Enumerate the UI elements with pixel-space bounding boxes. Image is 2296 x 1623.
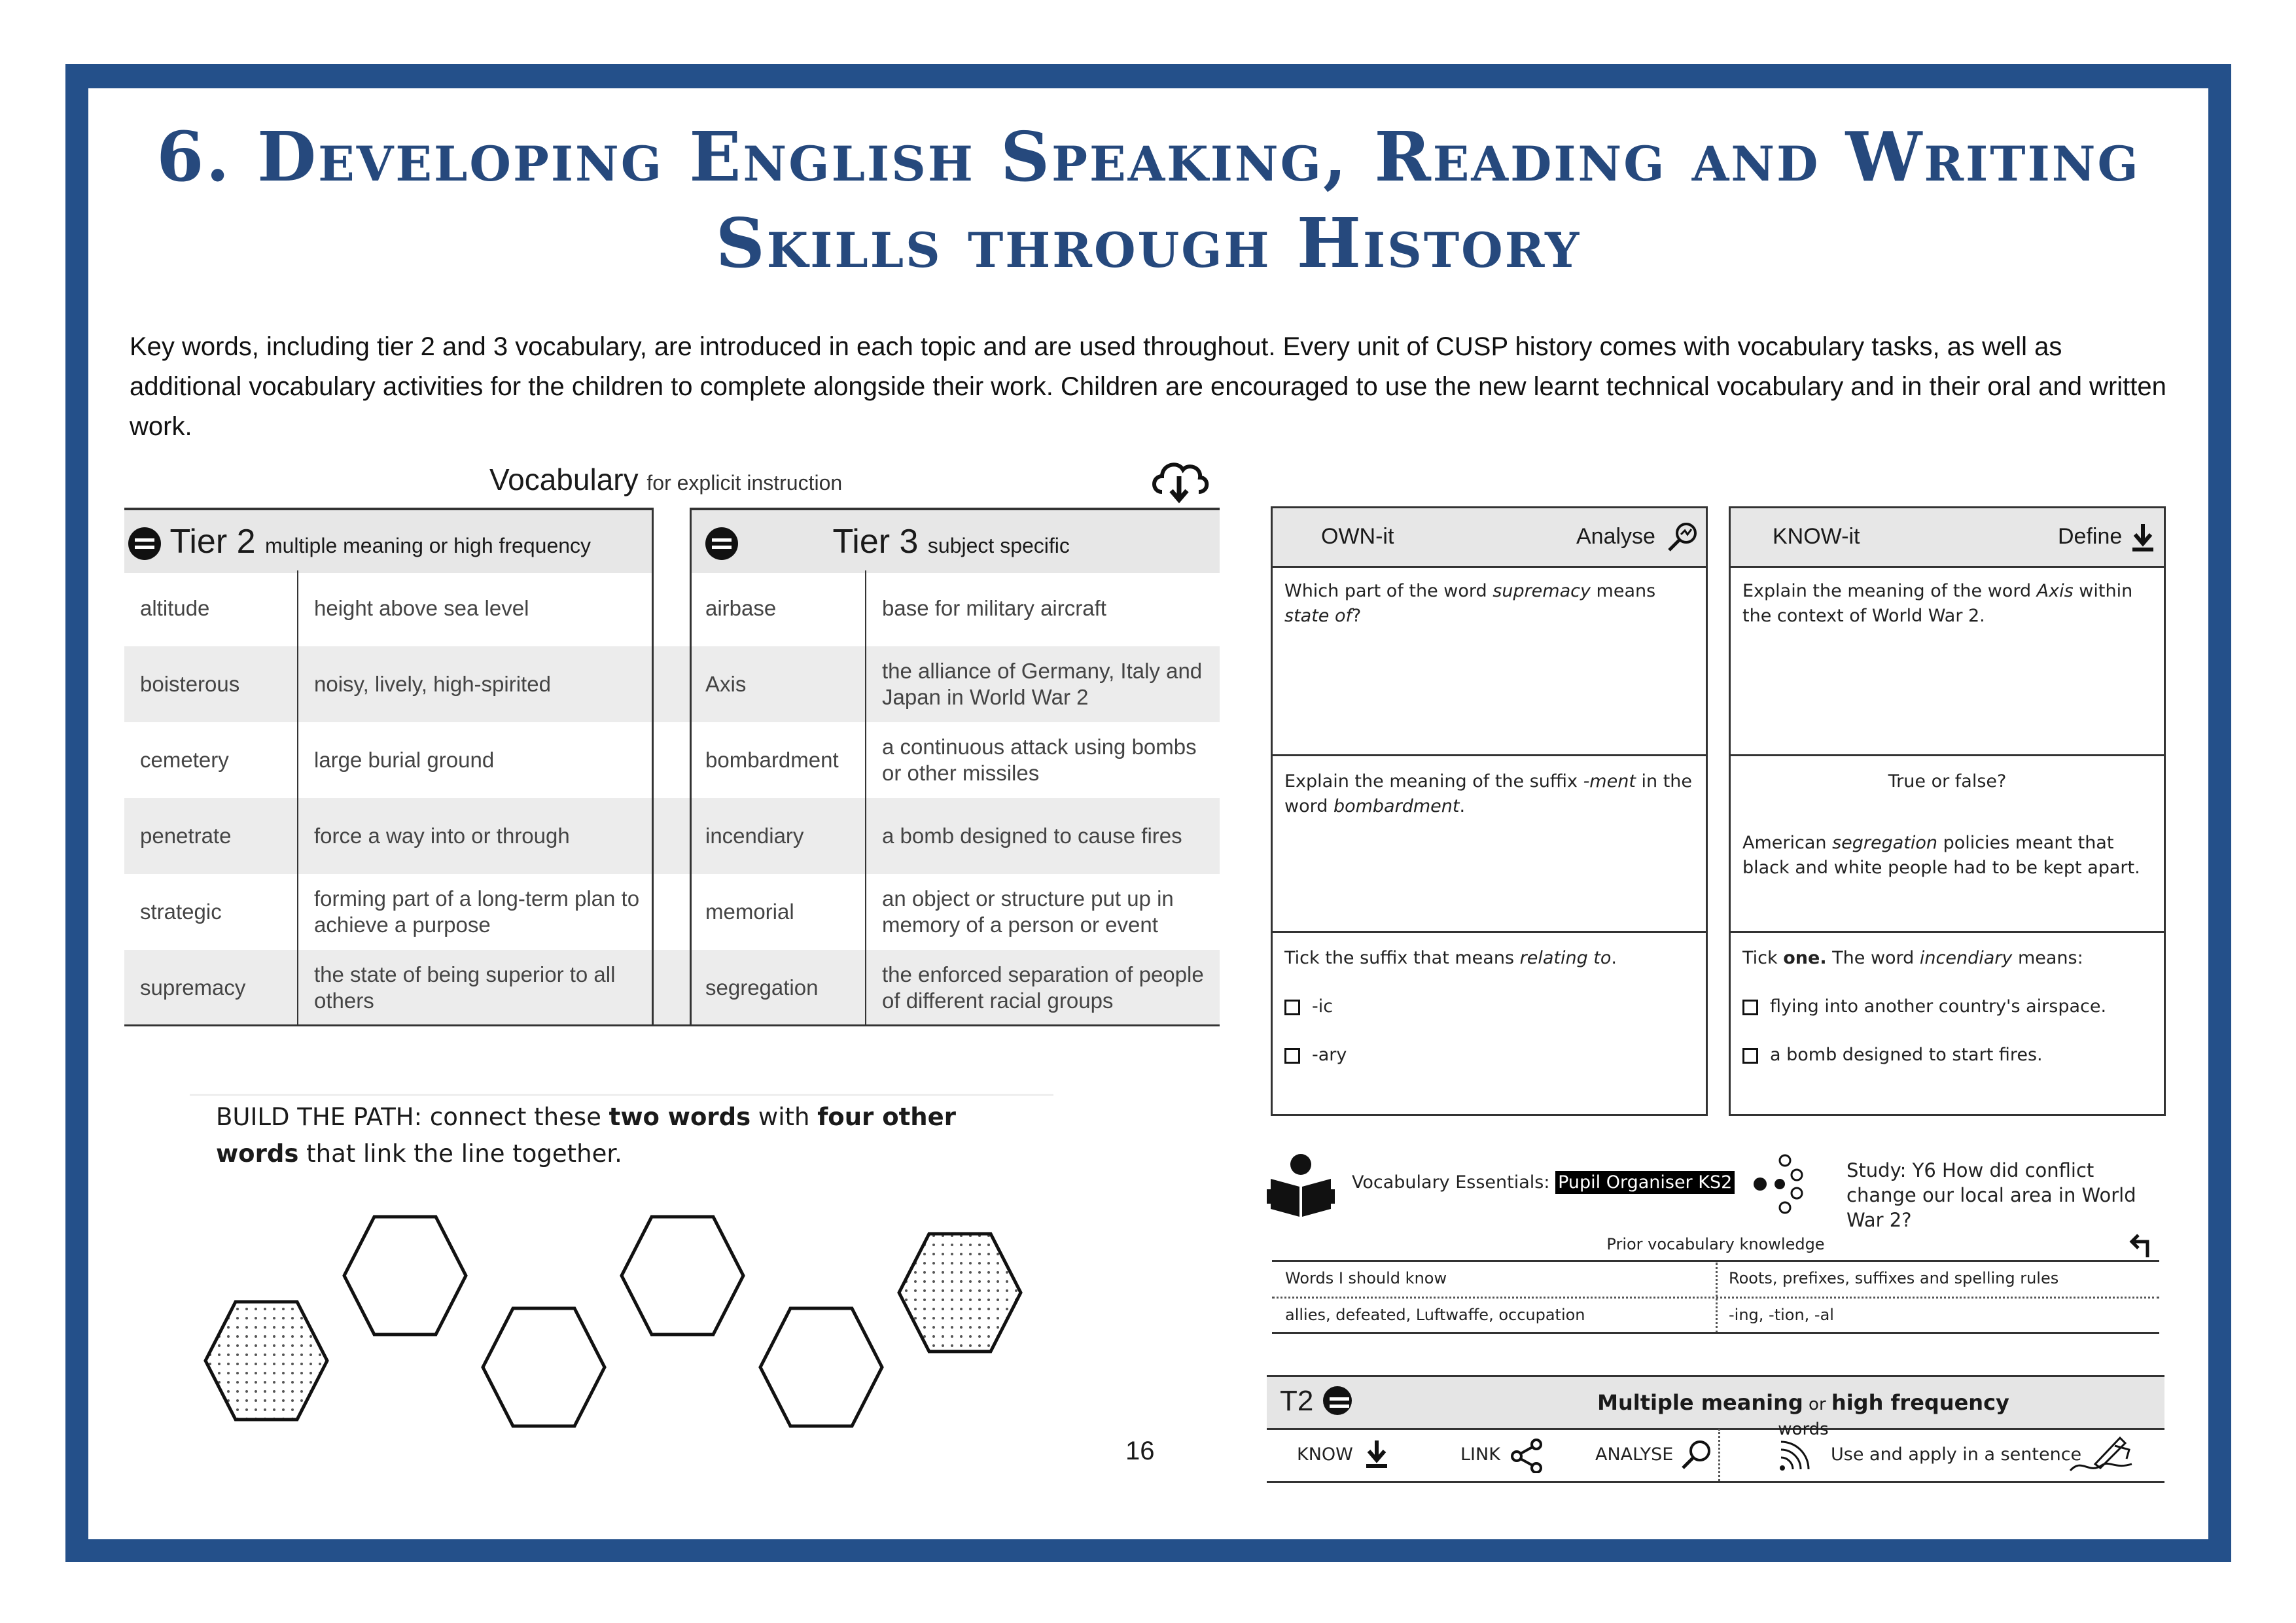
option-row[interactable]: -ary: [1284, 1043, 1694, 1068]
own-it-label: OWN-it: [1321, 524, 1394, 549]
know-it-header: [1731, 508, 2164, 568]
checkbox[interactable]: [1742, 1000, 1758, 1015]
own-it-q1: Which part of the word supremacy means state of?: [1284, 581, 1656, 626]
t2-word: supremacy: [140, 975, 246, 1000]
t2-bar-title: Multiple meaning or high frequency words: [1597, 1390, 2009, 1439]
divider: [124, 1024, 1220, 1026]
t2-def: the state of being superior to all others: [314, 962, 616, 1013]
divider: [865, 570, 866, 1026]
know-label: KNOW: [1297, 1444, 1353, 1465]
t3-def: a bomb designed to cause fires: [882, 824, 1182, 848]
own-it-header: [1273, 508, 1706, 568]
network-icon: [1751, 1153, 1810, 1215]
table-row: [124, 950, 1220, 1026]
true-false-title: True or false?: [1888, 771, 2007, 792]
download-arrow-icon: [2130, 523, 2156, 553]
table-row: [124, 722, 1220, 798]
t3-word: memorial: [705, 899, 794, 924]
option-row[interactable]: a bomb designed to start fires.: [1742, 1043, 2152, 1068]
hexagon-blank: [622, 1217, 743, 1335]
divider: [1718, 1429, 1720, 1481]
essentials-label: Vocabulary Essentials:: [1352, 1172, 1550, 1193]
download-arrow-icon: [1364, 1438, 1390, 1471]
t2-def: forming part of a long-term plan to achieve a purpose: [314, 886, 640, 937]
prior-vocab-header: [1272, 1232, 2159, 1262]
link-label: LINK: [1460, 1444, 1500, 1465]
table-row: [124, 570, 1220, 646]
option-row[interactable]: flying into another country's airspace.: [1742, 994, 2152, 1019]
tier2-header: [124, 508, 652, 573]
checkbox[interactable]: [1284, 1000, 1300, 1015]
t2-word: strategic: [140, 899, 222, 924]
writing-hand-icon: [2069, 1431, 2134, 1477]
t3-def: the enforced separation of people of different racial groups: [882, 962, 1204, 1013]
magnifier-icon: [1665, 520, 1699, 554]
divider: [190, 1094, 1053, 1096]
know-it-box: [1729, 506, 2166, 1116]
hexagon-blank: [483, 1308, 605, 1426]
know-it-q1: Explain the meaning of the word Axis within the context of World War 2.: [1742, 581, 2133, 626]
t2-actions: [1267, 1429, 2164, 1483]
t2-word: boisterous: [140, 672, 240, 696]
tier2-icon: [1323, 1386, 1352, 1415]
divider: [690, 508, 692, 1026]
t2-word: altitude: [140, 596, 210, 620]
undo-arrow-icon[interactable]: [2128, 1232, 2154, 1259]
roots-value: -ing, -tion, -al: [1729, 1306, 1834, 1324]
t3-word: airbase: [705, 596, 777, 620]
divider: [1716, 1263, 1718, 1333]
t3-def: a continuous attack using bombs or other missiles: [882, 735, 1197, 785]
own-it-q2: Explain the meaning of the suffix -ment in the word bombardment.: [1273, 754, 1706, 931]
reader-icon: [1267, 1151, 1335, 1219]
tier2-icon: [128, 527, 161, 560]
pupil-organiser-tag: Pupil Organiser KS2: [1555, 1171, 1735, 1194]
t3-word: incendiary: [705, 824, 804, 848]
divider: [1272, 1332, 2159, 1334]
own-it-q3: Tick the suffix that means relating to. -ic -ary: [1273, 931, 1706, 1111]
know-it-q2: True or false? American segregation policies meant that black and white people had to be kept apart.: [1731, 754, 2164, 931]
hexagon-blank: [344, 1217, 466, 1335]
t2-word: cemetery: [140, 748, 229, 772]
t2-def: height above sea level: [314, 596, 529, 620]
tier3-desc: subject specific: [927, 534, 1070, 557]
table-row: [124, 798, 1220, 874]
checkbox[interactable]: [1742, 1048, 1758, 1064]
vocab-title: [489, 462, 842, 497]
t2-word: penetrate: [140, 824, 232, 848]
words-known-value: allies, defeated, Luftwaffe, occupation: [1285, 1306, 1585, 1324]
use-apply-label: Use and apply in a sentence: [1831, 1444, 2082, 1465]
intro-paragraph: Key words, including tier 2 and 3 vocabulary, are introduced in each topic and are used throughout. Every unit of CUSP history comes with vocabulary tasks, as well as additional vocabulary activities for the children to complete alongside their work. Children are encouraged to use the new learnt technical vocabulary and in their oral and written work.: [130, 332, 2166, 441]
t3-def: the alliance of Germany, Italy and Japan in World War 2: [882, 659, 1203, 709]
table-row: [124, 646, 1220, 722]
know-it-label: KNOW-it: [1773, 524, 1860, 549]
t2-def: noisy, lively, high-spirited: [314, 672, 551, 696]
t3-word: Axis: [705, 672, 747, 696]
col-header: Words I should know: [1285, 1269, 1447, 1287]
checkbox[interactable]: [1284, 1048, 1300, 1064]
magnifier-icon: [1679, 1438, 1713, 1472]
vocab-table-body: [124, 570, 1220, 1026]
prior-vocab-table: [1272, 1263, 2159, 1333]
own-it-box: [1271, 506, 1708, 1116]
vocab-essentials: [1352, 1172, 1735, 1193]
cloud-download-icon[interactable]: [1149, 458, 1209, 504]
define-label: Define: [2058, 524, 2123, 549]
share-icon: [1509, 1438, 1544, 1473]
t3-def: an object or structure put up in memory of a person or event: [882, 886, 1174, 937]
col-header: Roots, prefixes, suffixes and spelling rules: [1729, 1269, 2059, 1287]
signal-icon: [1777, 1438, 1814, 1473]
analyse-label: Analyse: [1576, 524, 1655, 549]
t3-word: segregation: [705, 975, 819, 1000]
tier3-icon: [705, 527, 738, 560]
prior-vocab-label: Prior vocabulary knowledge: [1606, 1235, 1825, 1253]
tier2-label: Tier 2: [169, 523, 256, 561]
option-row[interactable]: -ic: [1284, 994, 1694, 1019]
divider: [297, 570, 298, 1026]
hexagon-end: [899, 1234, 1021, 1352]
t3-word: bombardment: [705, 748, 839, 772]
divider: [652, 508, 654, 1026]
vocab-title-text: Vocabulary: [489, 462, 639, 497]
page-number: 16: [1125, 1437, 1155, 1465]
analyse-label: ANALYSE: [1595, 1444, 1674, 1465]
study-title: Study: Y6 How did conflict change our local area in World War 2?: [1846, 1159, 2136, 1231]
t3-def: base for military aircraft: [882, 596, 1106, 620]
page-title-line1: 6. Developing English Speaking, Reading and Writing: [156, 116, 2140, 197]
tier3-header: [691, 508, 1220, 573]
tier2-desc: multiple meaning or high frequency: [264, 534, 592, 557]
t2-def: force a way into or through: [314, 824, 570, 848]
tier3-label: Tier 3: [832, 523, 919, 561]
hexagon-start: [205, 1302, 327, 1420]
t2-tag: T2: [1280, 1385, 1314, 1417]
t2-bar: [1267, 1375, 2164, 1439]
build-path-instructions: BUILD THE PATH: connect these two words with four other words that link the line together.: [216, 1103, 956, 1168]
vocab-subtitle: for explicit instruction: [646, 471, 843, 495]
page-title-line2: Skills through History: [715, 203, 1581, 283]
table-row: [124, 874, 1220, 950]
hexagon-path: [196, 1204, 1047, 1439]
t2-def: large burial ground: [314, 748, 495, 772]
know-it-q3: Tick one. The word incendiary means: flying into another country's airspace. a bomb designed to start fires.: [1731, 931, 2164, 1111]
hexagon-blank: [760, 1308, 882, 1426]
